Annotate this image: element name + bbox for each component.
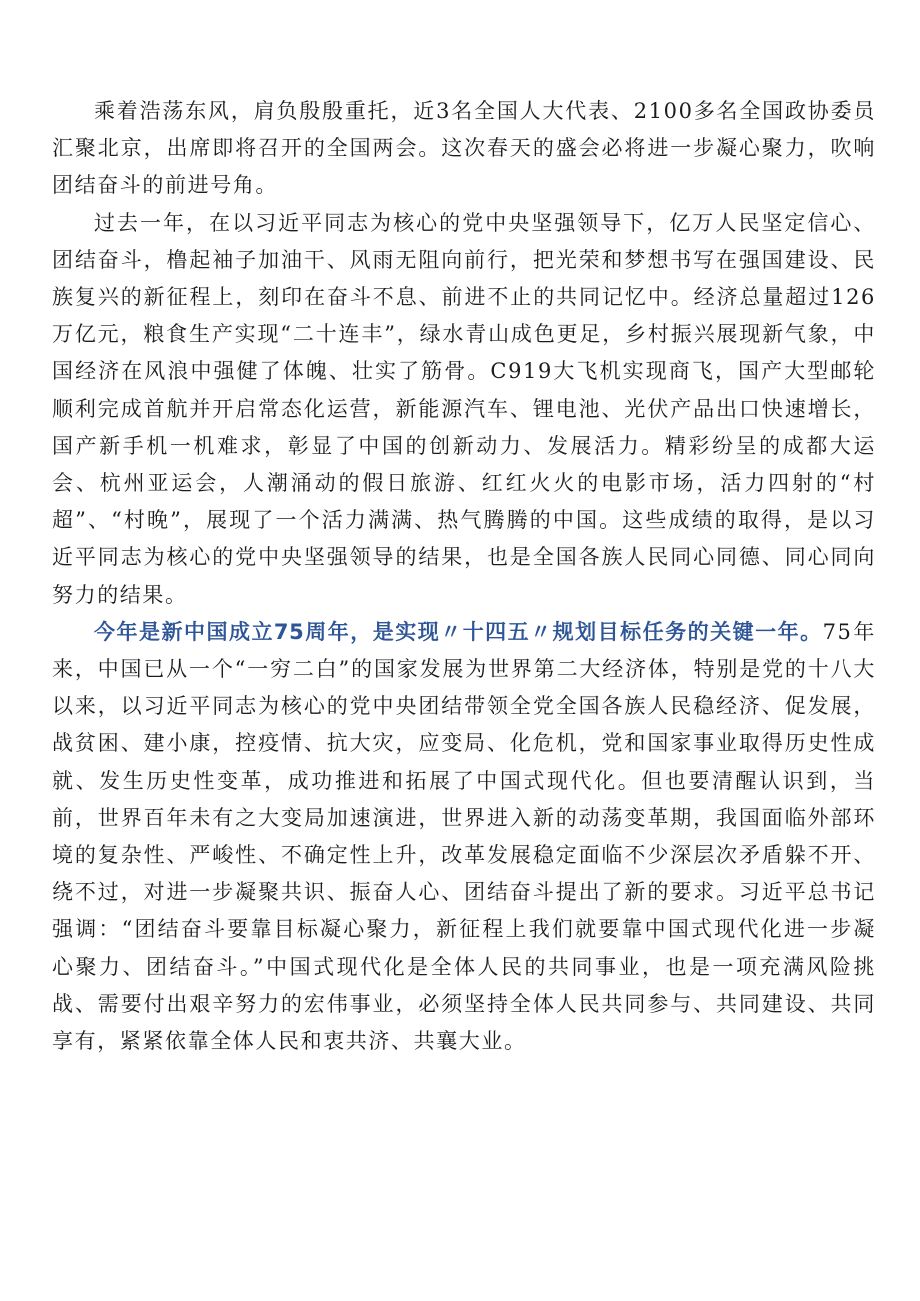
paragraph-1-text: 乘着浩荡东风，肩负殷殷重托，近3名全国人大代表、2100多名全国政协委员汇聚北京，出席即将召开的全国两会。这次春天的盛会必将进一步凝心聚力，吹响团结奋斗的前进号角。 — [52, 99, 876, 198]
paragraph-1 — [52, 93, 876, 205]
document-body — [52, 93, 876, 1060]
paragraph-3-text: 75年来，中国已从一个“一穷二白”的国家发展为世界第二大经济体，特别是党的十八大以来，以习近平同志为核心的党中央团结带领全党全国各族人民稳经济、促发展，战贫困、建小康，控疫情、抗大灾，应变局、化危机，党和国家事业取得历史性成就、发生历史性变革，成功推进和拓展了中国式现代化。但也要清醒认识到，当前，世界百年未有之大变局加速演进，世界进入新的动荡变革期，我国面临外部环境的复杂性、严峻性、不确定性上升，改革发展稳定面临不少深层次矛盾躲不开、绕不过，对进一步凝聚共识、振奋人心、团结奋斗提出了新的要求。习近平总书记强调：“团结奋斗要靠目标凝心聚力，新征程上我们就要靠中国式现代化进一步凝心聚力、团结奋斗。”中国式现代化是全体人民的共同事业，也是一项充满风险挑战、需要付出艰辛努力的宏伟事业，必须坚持全体人民共同参与、共同建设、共同享有，紧紧依靠全体人民和衷共济、共襄大业。 — [52, 619, 876, 1054]
paragraph-2-text: 过去一年，在以习近平同志为核心的党中央坚强领导下，亿万人民坚定信心、团结奋斗，橹起袖子加油干、风雨无阻向前行，把光荣和梦想书写在强国建设、民族复兴的新征程上，刻印在奋斗不息、前进不止的共同记忆中。经济总量超过126万亿元，粮食生产实现“二十连丰”，绿水青山成色更足，乡村振兴展现新气象，中国经济在风浪中强健了体魄、壮实了筋骨。C919大飞机实现商飞，国产大型邮轮顺利完成首航并开启常态化运营，新能源汽车、锂电池、光伏产品出口快速增长，国产新手机一机难求，彰显了中国的创新动力、发展活力。精彩纷呈的成都大运会、杭州亚运会，人潮涌动的假日旅游、红红火火的电影市场，活力四射的“村超”、“村晚”，展现了一个活力满满、热气腾腾的中国。这些成绩的取得，是以习近平同志为核心的党中央坚强领导的结果，也是全国各族人民同心同德、同心同向努力的结果。 — [52, 210, 876, 607]
paragraph-3 — [52, 614, 876, 1060]
paragraph-3-lead: 今年是新中国成立75周年，是实现〃十四五〃规划目标任务的关键一年。 — [94, 619, 823, 644]
paragraph-2 — [52, 205, 876, 614]
